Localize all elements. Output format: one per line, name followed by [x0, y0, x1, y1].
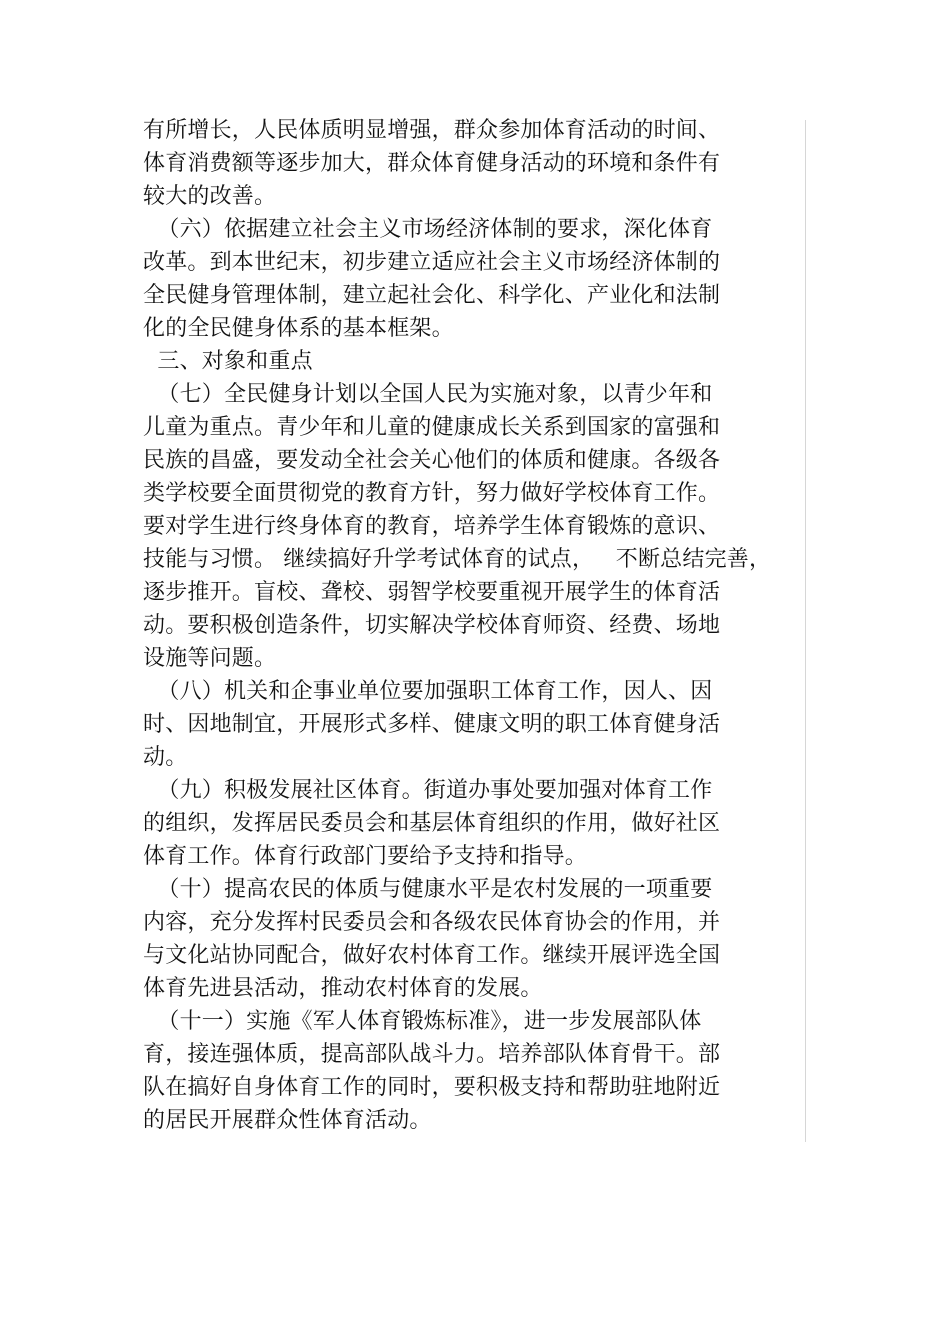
text-line: 的居民开展群众性体育活动。: [143, 1108, 432, 1133]
text-line: （八）机关和企事业单位要加强职工体育工作，因人、因: [143, 679, 713, 704]
text-line: 队在搞好自身体育工作的同时，要积极支持和帮助驻地附近: [143, 1075, 721, 1100]
text-line: 儿童为重点。青少年和儿童的健康成长关系到国家的富强和: [143, 415, 721, 440]
text-line: 技能与习惯。 继续搞好升学考试体育的试点， 不断总结完善，: [143, 547, 772, 572]
text-line: 类学校要全面贯彻党的教育方针，努力做好学校体育工作。: [143, 481, 721, 506]
text-line: 较大的改善。: [143, 184, 277, 209]
text-line: 要对学生进行终身体育的教育，培养学生体育锻炼的意识、: [143, 514, 721, 539]
text-line: 与文化站协同配合，做好农村体育工作。继续开展评选全国: [143, 943, 721, 968]
text-line: 改革。到本世纪末，初步建立适应社会主义市场经济体制的: [143, 250, 721, 275]
text-line: 育，接连强体质，提高部队战斗力。培养部队体育骨干。部: [143, 1042, 721, 1067]
text-line: 逐步推开。盲校、聋校、弱智学校要重视开展学生的体育活: [143, 580, 721, 605]
document-body: [143, 114, 803, 1137]
text-line: （十）提高农民的体质与健康水平是农村发展的一项重要: [143, 877, 713, 902]
text-line: 民族的昌盛，要发动全社会关心他们的体质和健康。各级各: [143, 448, 721, 473]
text-line: 体育工作。体育行政部门要给予支持和指导。: [143, 844, 588, 869]
text-line: 体育消费额等逐步加大，群众体育健身活动的环境和条件有: [143, 151, 721, 176]
text-line: 动。要积极创造条件，切实解决学校体育师资、经费、场地: [143, 613, 721, 638]
text-line: （七）全民健身计划以全国人民为实施对象，以青少年和: [143, 382, 713, 407]
section-heading: 三、对象和重点: [143, 349, 313, 374]
text-line: 动。: [143, 745, 188, 770]
text-line: 体育先进县活动，推动农村体育的发展。: [143, 976, 543, 1001]
text-line: 化的全民健身体系的基本框架。: [143, 316, 454, 341]
text-line: 有所增长，人民体质明显增强，群众参加体育活动的时间、: [143, 118, 721, 143]
text-line: 时、因地制宜，开展形式多样、健康文明的职工体育健身活: [143, 712, 721, 737]
text-line: 内容，充分发挥村民委员会和各级农民体育协会的作用，并: [143, 910, 721, 935]
text-line: （九）积极发展社区体育。街道办事处要加强对体育工作: [143, 778, 713, 803]
text-line: 设施等问题。: [143, 646, 277, 671]
text-line: 的组织，发挥居民委员会和基层体育组织的作用，做好社区: [143, 811, 721, 836]
text-line: （六）依据建立社会主义市场经济体制的要求，深化体育: [143, 217, 713, 242]
text-line: 全民健身管理体制，建立起社会化、科学化、产业化和法制: [143, 283, 721, 308]
page-margin-rule: [805, 120, 806, 1142]
text-line: （十一）实施《军人体育锻炼标准》，进一步发展部队体: [143, 1009, 702, 1034]
